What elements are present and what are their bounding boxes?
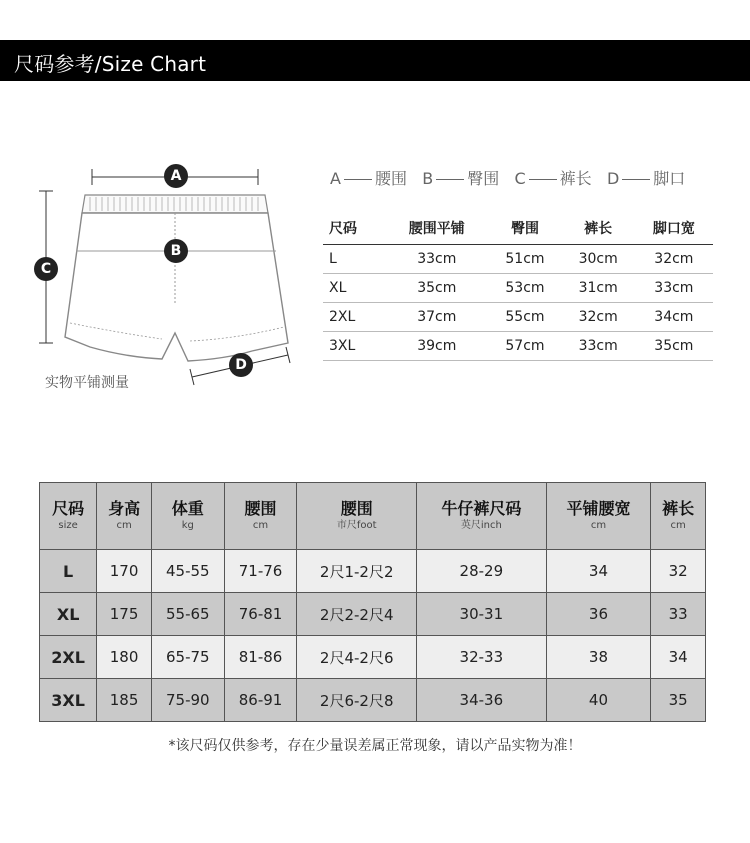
table-cell: 30-31 — [417, 593, 547, 636]
header-sub: 市尺foot — [336, 520, 377, 531]
table-row — [40, 593, 706, 636]
header-sub: cm — [590, 520, 607, 531]
table-header-row — [323, 212, 713, 245]
table-cell: 53cm — [488, 274, 561, 303]
table-cell: 28-29 — [417, 550, 547, 593]
table-cell: 81-86 — [224, 636, 297, 679]
table-cell: 180 — [97, 636, 152, 679]
legend-letter-d: D — [606, 169, 620, 188]
legend-label-a: 腰围 — [374, 169, 407, 188]
table-cell: 30cm — [562, 245, 635, 274]
table-row — [323, 303, 713, 332]
column-header — [546, 483, 651, 550]
table-cell: 175 — [97, 593, 152, 636]
table-cell: 35 — [651, 679, 706, 722]
header-main: 裤长 — [662, 499, 695, 518]
shorts-illustration — [30, 155, 315, 400]
page-header — [0, 40, 750, 81]
column-header — [417, 483, 547, 550]
table-cell: 40 — [546, 679, 651, 722]
table-cell: 34 — [546, 550, 651, 593]
table-cell: 32cm — [562, 303, 635, 332]
marker-a: A — [164, 164, 188, 188]
table-cell: 51cm — [488, 245, 561, 274]
table-cell: 2尺4-2尺6 — [297, 636, 417, 679]
header-sub: size — [58, 520, 78, 531]
column-header: 臀围 — [488, 212, 561, 245]
table-cell: 55cm — [488, 303, 561, 332]
table-header-row — [40, 483, 706, 550]
shorts-diagram — [30, 155, 315, 400]
table-row — [40, 550, 706, 593]
column-header — [40, 483, 97, 550]
table-cell: 32 — [651, 550, 706, 593]
table-cell: 38 — [546, 636, 651, 679]
header-main: 牛仔裤尺码 — [441, 499, 522, 518]
legend-label-d: 脚口 — [653, 169, 686, 188]
legend-dash — [344, 179, 372, 180]
column-header — [97, 483, 152, 550]
table-cell: 55-65 — [151, 593, 224, 636]
marker-c: C — [34, 257, 58, 281]
header-main: 身高 — [108, 499, 141, 518]
legend-letter-b: B — [422, 169, 434, 188]
table-cell: 57cm — [488, 332, 561, 361]
table-cell: 3XL — [40, 679, 97, 722]
table-cell: 33 — [651, 593, 706, 636]
table-row — [323, 274, 713, 303]
table-cell: 2XL — [323, 303, 385, 332]
table-cell: 34cm — [635, 303, 713, 332]
diagram-caption: 实物平铺测量 — [45, 375, 129, 391]
table-cell: 34 — [651, 636, 706, 679]
column-header: 脚口宽 — [635, 212, 713, 245]
table-cell: 185 — [97, 679, 152, 722]
header-main: 腰围 — [244, 499, 277, 518]
marker-b: B — [164, 239, 188, 263]
header-main: 尺码 — [52, 499, 85, 518]
measurement-legend — [330, 166, 685, 189]
header-main: 体重 — [171, 499, 204, 518]
column-header — [651, 483, 706, 550]
table-cell: 2尺6-2尺8 — [297, 679, 417, 722]
table-cell: 31cm — [562, 274, 635, 303]
table-cell: 39cm — [385, 332, 488, 361]
table-cell: 3XL — [323, 332, 385, 361]
table-cell: XL — [323, 274, 385, 303]
table-cell: XL — [40, 593, 97, 636]
column-header: 腰围平铺 — [385, 212, 488, 245]
table-cell: 2尺1-2尺2 — [297, 550, 417, 593]
legend-dash — [529, 179, 557, 180]
header-main: 平铺腰宽 — [566, 499, 631, 518]
table-cell: L — [323, 245, 385, 274]
table-cell: 45-55 — [151, 550, 224, 593]
table-cell: 2XL — [40, 636, 97, 679]
table-cell: L — [40, 550, 97, 593]
legend-letter-a: A — [330, 169, 341, 188]
table-cell: 33cm — [385, 245, 488, 274]
table-cell: 71-76 — [224, 550, 297, 593]
table-cell: 65-75 — [151, 636, 224, 679]
table-row — [323, 332, 713, 361]
legend-dash — [622, 179, 650, 180]
table-row — [323, 245, 713, 274]
legend-dash — [436, 179, 464, 180]
column-header — [224, 483, 297, 550]
table-row — [40, 636, 706, 679]
table-cell: 36 — [546, 593, 651, 636]
table-cell: 32cm — [635, 245, 713, 274]
legend-label-c: 裤长 — [559, 169, 592, 188]
garment-measurement-table — [323, 212, 713, 361]
table-cell: 35cm — [385, 274, 488, 303]
marker-d: D — [229, 353, 253, 377]
table-cell: 33cm — [562, 332, 635, 361]
column-header: 尺码 — [323, 212, 385, 245]
table-cell: 34-36 — [417, 679, 547, 722]
size-recommendation-table — [39, 482, 706, 722]
table-cell: 75-90 — [151, 679, 224, 722]
table-cell: 35cm — [635, 332, 713, 361]
table-cell: 170 — [97, 550, 152, 593]
table-cell: 37cm — [385, 303, 488, 332]
table-cell: 76-81 — [224, 593, 297, 636]
column-header: 裤长 — [562, 212, 635, 245]
table-cell: 86-91 — [224, 679, 297, 722]
header-sub: cm — [670, 520, 686, 531]
table-cell: 2尺2-2尺4 — [297, 593, 417, 636]
table-cell: 32-33 — [417, 636, 547, 679]
legend-label-b: 臀围 — [467, 169, 500, 188]
disclaimer-note: *该尺码仅供参考，存在少量误差属正常现象，请以产品实物为准！ — [168, 738, 582, 754]
header-sub: cm — [252, 520, 269, 531]
table-cell: 33cm — [635, 274, 713, 303]
column-header — [151, 483, 224, 550]
header-main: 腰围 — [340, 499, 373, 518]
column-header — [297, 483, 417, 550]
page-title: 尺码参考/Size Chart — [14, 52, 207, 76]
header-sub: kg — [181, 520, 194, 531]
legend-letter-c: C — [514, 169, 526, 188]
table-row — [40, 679, 706, 722]
header-sub: cm — [116, 520, 132, 531]
header-sub: 英尺inch — [460, 520, 502, 531]
